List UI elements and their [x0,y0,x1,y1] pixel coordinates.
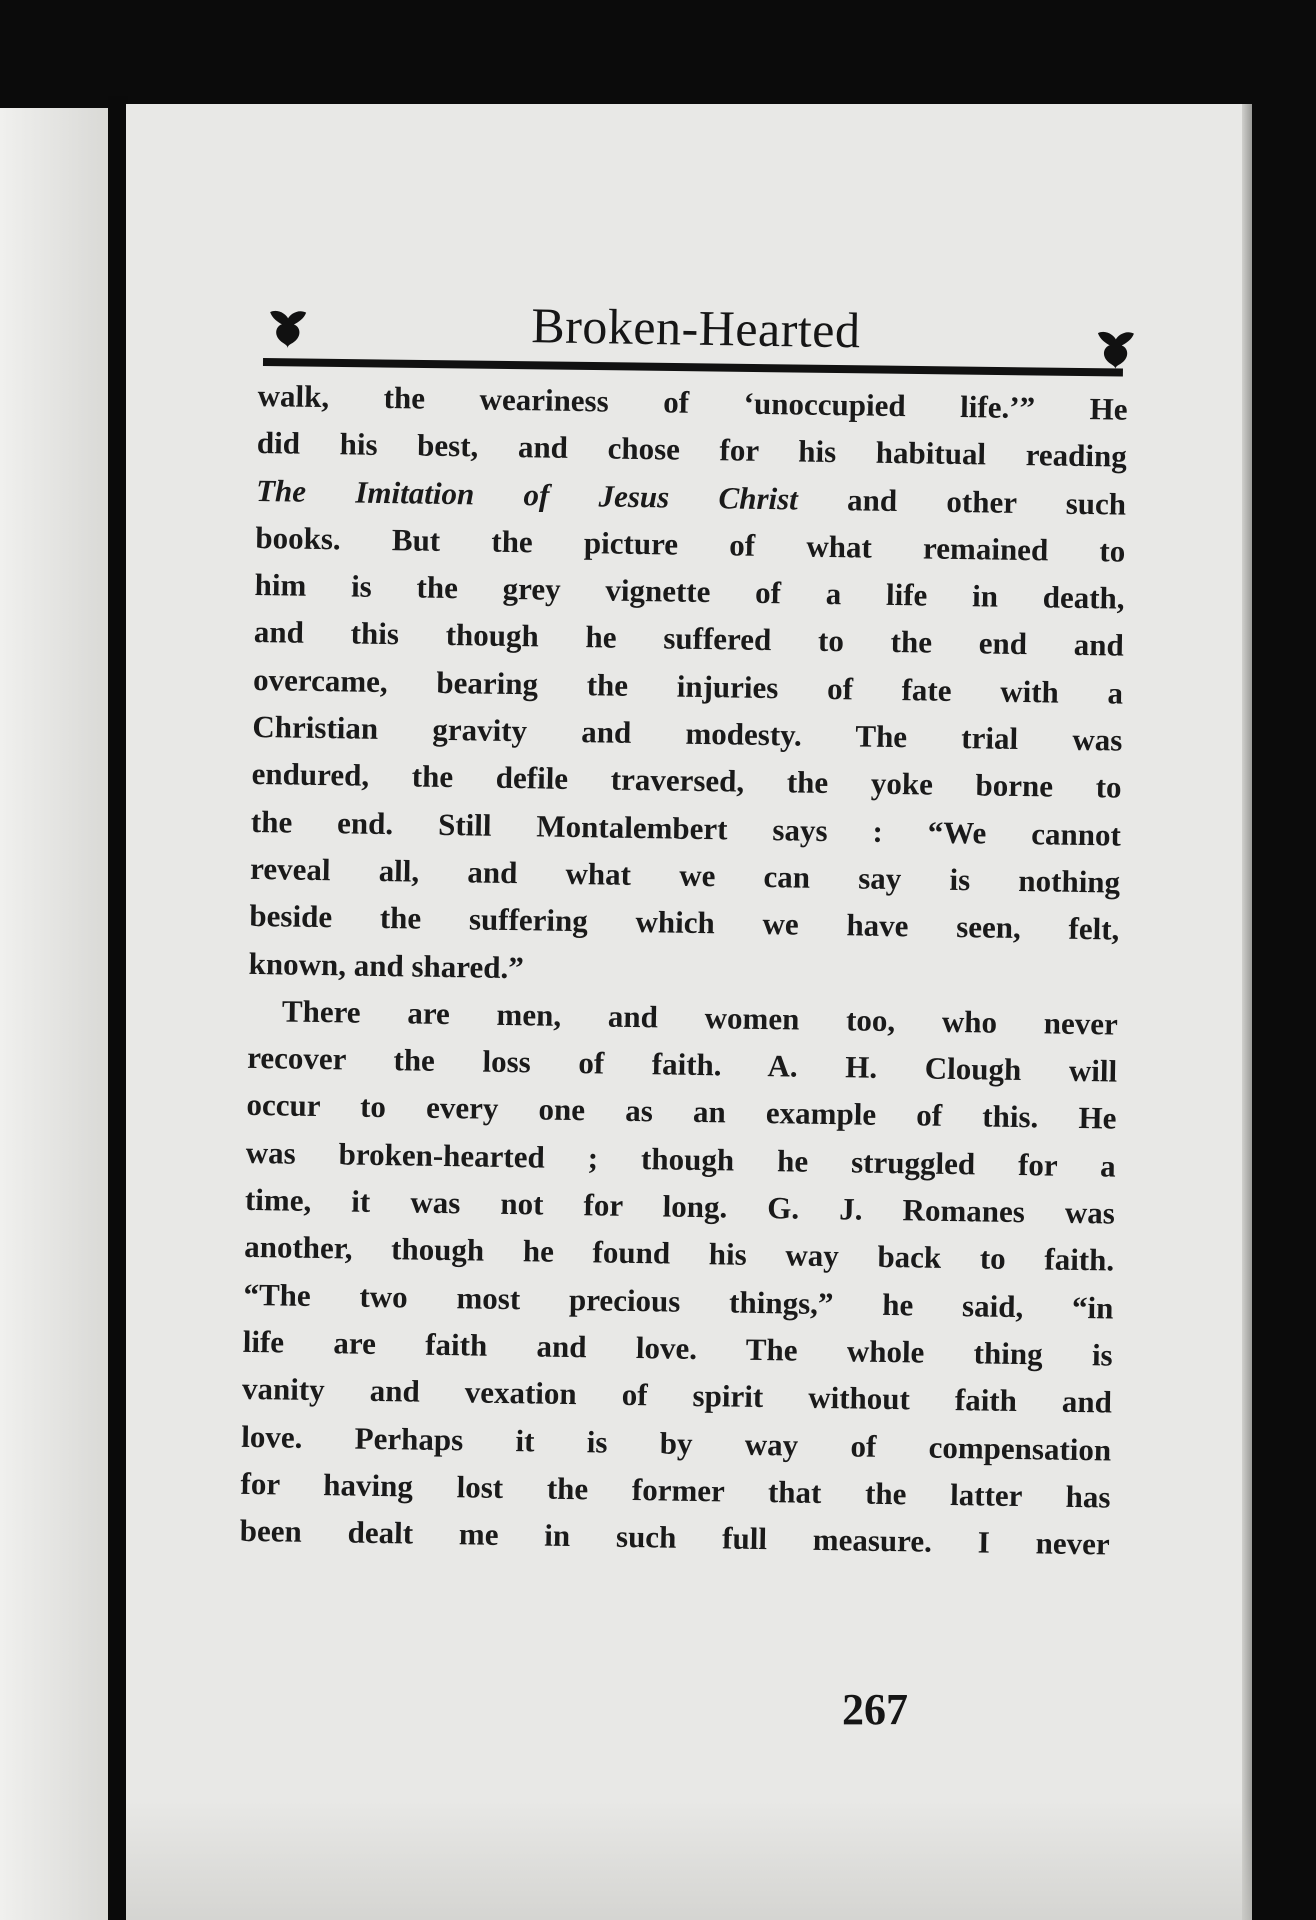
book-spine-shadow [108,96,128,1920]
text-line: Christian gravity and modesty. The trial was [252,709,1123,758]
text-line: another, though he found his way back to faith. [243,1229,1115,1278]
italic-book-title: The Imitation of Jesus Christ [255,472,799,517]
text-line: time, it was not for long. G. J. Romanes was [244,1181,1116,1231]
text-line: been dealt me in such full measure. I never [239,1512,1110,1562]
text-line: beside the suffering which we have seen, felt, [249,898,1120,947]
text-line: did his best, and chose for his habitual reading [256,425,1128,474]
text-line: was broken-hearted ; though he struggled for a [245,1134,1116,1184]
body-text [239,372,1127,1568]
facing-page-shade [0,108,108,1920]
text-line: walk, the weariness of ‘unoccupied life.’” He [257,377,1128,427]
text-line: for having lost the former that the latter has [240,1465,1111,1515]
text-line: love. Perhaps it is by way of compensation [241,1418,1112,1468]
text-line: life are faith and love. The whole thing is [242,1323,1113,1373]
text-line: overcame, bearing the injuries of fate with a [252,661,1124,711]
book-page [126,104,1252,1920]
facing-page-edge [0,108,108,1920]
text-line: reveal all, and what we can say is nothing [249,850,1121,900]
text-line: occur to every one as an example of this. He [246,1087,1117,1137]
text-line: him is the grey vignette of a life in death, [254,567,1125,616]
text-line-indented: There are men, and women too, who never [281,993,1119,1042]
text-line: the end. Still Montalembert says : “We cannot [250,803,1122,853]
fleuron-right-shape [1093,325,1138,370]
text-line: and this though he suffered to the end and [253,614,1125,664]
text-line: endured, the defile traversed, the yoke borne to [251,756,1122,805]
page-bottom-shade [126,1800,1252,1920]
text-line: vanity and vexation of spirit without faith and [241,1371,1113,1420]
fleuron-icon [1093,325,1138,370]
running-head-title: Broken-Hearted [530,297,861,359]
text-line: books. But the picture of what remained to [255,519,1126,569]
text-line: recover the loss of faith. A. H. Clough will [246,1040,1118,1089]
page-edge-shadow [1242,104,1252,1920]
text-line: “The two most precious things,” he said, “in [243,1276,1114,1326]
text-line: known, and shared.” [248,945,525,985]
text-line: The Imitation of Jesus Christ and other such [255,472,1127,522]
page-number: 267 [842,1685,908,1734]
